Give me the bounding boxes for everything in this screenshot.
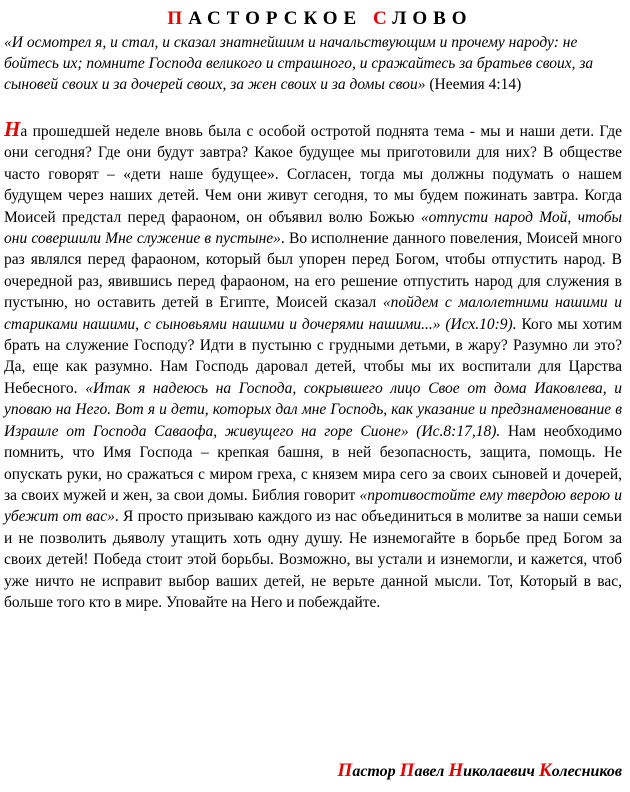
signature-initial-4: К [538,760,552,781]
signature-word-2: авел [414,763,449,780]
scripture-quote-4: «противостойте ему твердою верою и убежит от вас» [4,486,622,526]
page-title [18,6,622,32]
epigraph-quote: «И осмотрел я, и стал, и сказал знатнейшим и начальствующим и прочему народу: не бойтесь их; помните Господа великого и страшного, и сражайтесь за братьев своих, за сыновей своих и за дочерей своих, за жен своих и за домы свои» [4,34,594,93]
article-text-4: Нам необходимо помнить, что Имя Господа – крепкая башня, в ней безопасность, защита, помощь. Не опускать руки, но сражаться с миром греха, с князем мира сего за своих сыновей и дочерей, за своих мужей и жен, за свои домы. Библия говорит [4,422,622,504]
title-initial-1: П [167,8,189,29]
scripture-quote-3: «Итак я надеюсь на Господа, сокрывшего лицо Свое от дома Иаковлева, и уповаю на Него. Вот я и дети, которых дал мне Господь, как указание и предзнаменование в Израиле от Господа Саваофа, живущего на горе Сионе» (Ис.8:17,18). [4,379,622,440]
signature-word-4: олесников [551,763,622,780]
author-signature [338,760,622,782]
scripture-quote-1: «отпусти народ Мой, чтобы они совершили Мне служение в пустыне» [4,208,623,248]
article-body [4,119,622,613]
title-initial-2: С [372,8,393,29]
scripture-quote-2: «пойдем с малолетними нашими и стариками нашими, с сыновьями нашими и дочерями нашими...» (Исх.10:9). [4,294,622,333]
signature-initial-2: П [399,760,415,781]
signature-initial-1: П [337,760,353,781]
title-part-2: ЛОВО [392,8,473,29]
article-text-1: а прошедшей неделе вновь была с особой остротой поднята тема - мы и наши дети. Где они сегодня? Где они будут завтра? Какое будущее мы приготовили для них? В обществе часто говорят – «дети наше будущее». Согласен, тогда мы должны подумать о нашем будущем через наших детей. Чем они живут сегодня, то мы будем пожинать завтра. Когда Моисей предстал перед фараоном, он объявил волю Божью [4,123,622,226]
article-text-2: . Во исполнение данного повеления, Моисей много раз являлся перед фараоном, который был упорен перед Богом, чтобы отпустить народ. В очередной раз, явившись перед фараоном, на его решение отпустить народ для служения в пустыню, но оставить детей в Египте, Моисей сказал [4,230,622,312]
article-text-5: . Я просто призываю каждого из нас объединиться в молитве за наши семьи и не позволить дьяволу утащить хоть одну душу. Не изнемогайте в борьбе пред Богом за своих детей! Победа стоит этой борьбы. Возможно, вы устали и изнемогли, и кажется, чтоб уже ничто не исправит выбор ваших детей, не верьте данной мысли. Тот, Который в вас, больше того кто в мире. Уповайте на Него и побеждайте. [4,508,622,611]
article-text-3: Кого мы хотим брать на служение Господу? Идти в пустыню с грудными детьми, в жару? Разумно ли это? Да, еще как разумно. Нам Господь даровал детей, чтобы мы их воспитали для Царства Небесного. [4,315,623,397]
signature-word-3: иколаевич [463,763,539,780]
epigraph [4,32,622,95]
drop-cap: Н [4,117,21,141]
epigraph-reference: (Неемия 4:14) [425,76,522,93]
signature-initial-3: Н [448,760,464,781]
title-part-1: АСТОРСКОЕ [188,8,373,29]
document-page [4,6,622,613]
signature-word-1: астор [352,763,400,780]
